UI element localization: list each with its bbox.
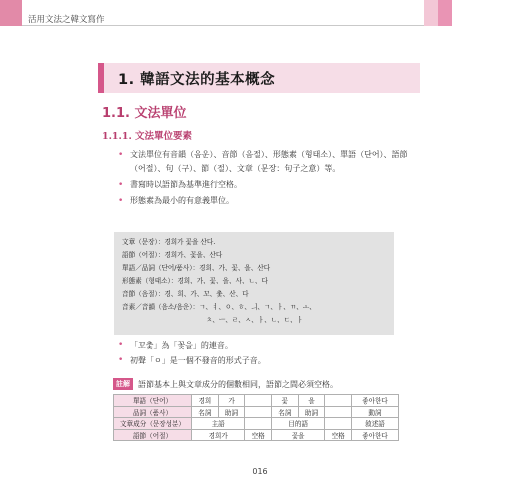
example-value: 경희、가、꽃、을、산다 xyxy=(199,264,271,272)
table-row xyxy=(114,395,399,407)
bullet-item: • 書寫時以語節為基準進行空格。 xyxy=(118,178,408,192)
note-badge: 註解 xyxy=(113,378,133,390)
header-tab-block xyxy=(0,0,22,26)
example-box xyxy=(114,232,394,335)
bullet-list xyxy=(118,148,408,210)
bullet-item: • 「꼬춫」為「꽃을」的連音。 xyxy=(118,338,398,353)
table-cell: 名詞 xyxy=(272,406,299,418)
bullet-item: • 形態素為最小的有意義單位。 xyxy=(118,194,408,208)
grammar-table xyxy=(113,394,399,441)
example-row xyxy=(122,288,386,301)
table-cell: 경희가 xyxy=(192,429,245,441)
example-row xyxy=(122,249,386,262)
example-label: 音素／音韻（음소/음운）： xyxy=(122,303,200,311)
running-header xyxy=(22,0,438,26)
example-label: 語節（어절）： xyxy=(122,251,165,259)
table-cell: 敘述語 xyxy=(352,418,399,430)
example-row xyxy=(122,262,386,275)
example-value: 경희가、꽃을、산다 xyxy=(164,251,223,259)
running-header-title: 活用文法之韓文寫作 xyxy=(28,15,105,25)
example-row xyxy=(122,236,386,249)
subsection-title: 1.1.1. 文法單位要素 xyxy=(102,131,193,142)
example-value: 경、희、가、꼬、춫、산、다 xyxy=(164,290,249,298)
example-value: ㅊ、ㅡ、ㄹ、ㅅ、ㅏ、ㄴ、ㄷ、ㅏ xyxy=(206,316,304,324)
table-row xyxy=(114,429,399,441)
table-row-label: 品詞（품사） xyxy=(114,406,192,418)
note-line xyxy=(113,378,338,390)
table-row xyxy=(114,418,399,430)
table-cell: 좋아한다 xyxy=(352,429,399,441)
table-cell: 꽃을 xyxy=(272,429,325,441)
table-cell xyxy=(245,418,272,430)
example-row xyxy=(122,275,386,288)
table-row-label: 語節（어절） xyxy=(114,429,192,441)
bullet-list-secondary xyxy=(118,338,398,368)
note-text: 語節基本上與文章成分的個數相同，語節之間必須空格。 xyxy=(138,379,338,389)
table-cell: 을 xyxy=(298,395,325,407)
table-cell: 助詞 xyxy=(298,406,325,418)
example-label: 音節（음절）： xyxy=(122,290,165,298)
table-cell: 主語 xyxy=(192,418,245,430)
table-cell: 가 xyxy=(218,395,245,407)
table-row-label: 單語（단어） xyxy=(114,395,192,407)
table-cell xyxy=(245,395,272,407)
example-value: 경희、가、꽃、을、사、ㄴ、다 xyxy=(177,277,268,285)
table-cell: 名詞 xyxy=(192,406,219,418)
table-cell: 動詞 xyxy=(352,406,399,418)
example-row xyxy=(122,301,386,314)
section-title: 1.1. 文法單位 xyxy=(102,106,187,121)
header-stripe-dark xyxy=(438,0,452,26)
example-row-continuation xyxy=(122,314,386,327)
table-cell xyxy=(325,406,352,418)
table-row-label: 文章成分（문장성분） xyxy=(114,418,192,430)
table-cell: 空格 xyxy=(325,429,352,441)
table-cell: 目的語 xyxy=(272,418,325,430)
header-stripe-light xyxy=(424,0,438,26)
table-cell: 좋아한다 xyxy=(352,395,399,407)
example-value: 경희가 꽃을 산다. xyxy=(164,238,216,246)
example-label: 單語／品詞（단어/품사）： xyxy=(122,264,200,272)
table-cell xyxy=(325,395,352,407)
table-cell: 경희 xyxy=(192,395,219,407)
table-cell: 助詞 xyxy=(218,406,245,418)
bullet-item: • 初聲「ㅇ」是一個不發音的形式子音。 xyxy=(118,353,398,368)
page-number: 016 xyxy=(252,467,268,476)
chapter-title-bar xyxy=(98,63,420,93)
example-label: 形態素（형태소）： xyxy=(122,277,178,285)
table-cell: 空格 xyxy=(245,429,272,441)
table-cell xyxy=(245,406,272,418)
bullet-item: • 文法單位有音韻（음운）、音節（음절）、形態素（형태소）、單語（단어）、語節（어절）、句（구）、節（절）、文章（문장：句子之意）等。 xyxy=(118,148,408,176)
chapter-title: 1. 韓語文法的基本概念 xyxy=(118,71,276,88)
table-row xyxy=(114,406,399,418)
table-cell xyxy=(325,418,352,430)
table-cell: 꽃 xyxy=(272,395,299,407)
example-value: ㄱ、ㅕ、ㅇ、ㅎ、ㅢ、ㄱ、ㅏ、ㄲ、ㅗ、 xyxy=(199,303,316,311)
example-label: 文章（문장）： xyxy=(122,238,165,246)
